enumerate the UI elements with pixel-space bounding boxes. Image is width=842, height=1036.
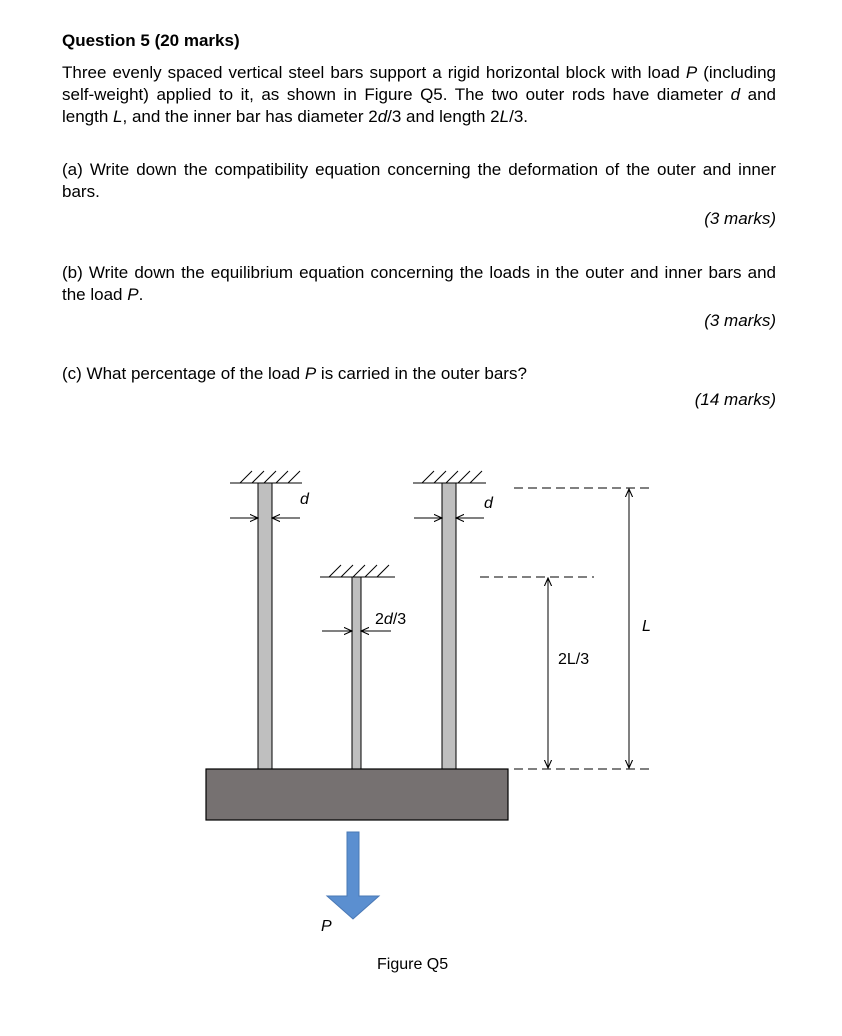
outer-bar-left xyxy=(258,483,272,769)
rigid-block xyxy=(206,769,508,820)
inner-bar xyxy=(352,577,361,769)
middle-fixed-support xyxy=(320,565,395,577)
outer-bar-right xyxy=(442,483,456,769)
part-a-text: (a) Write down the compatibility equation concerning the deformation of the outer and inner bars. xyxy=(62,160,776,201)
length-extension-lines xyxy=(480,488,650,769)
part-c-marks: (14 marks) xyxy=(694,390,776,409)
outer-length-label: L xyxy=(642,618,651,635)
right-fixed-support xyxy=(413,471,486,483)
right-diameter-label: d xyxy=(484,495,493,512)
figure-caption: Figure Q5 xyxy=(377,956,449,973)
inner-length-label: 2L/3 xyxy=(558,651,590,668)
question-title: Question 5 (20 marks) xyxy=(62,31,240,50)
left-fixed-support xyxy=(230,471,302,483)
question-intro: Three evenly spaced vertical steel bars support a rigid horizontal block with load P (including self-weight) applied to it, as shown in Figure Q5. The two outer rods have diameter d and length L, and the inner bar has diameter 2d/3 and length 2L/3. xyxy=(62,63,776,126)
part-c-text: (c) What percentage of the load P is carried in the outer bars? xyxy=(62,364,527,383)
left-diameter-label: d xyxy=(300,491,309,508)
inner-diameter-label: 2d/3 xyxy=(375,611,407,628)
part-b-marks: (3 marks) xyxy=(704,311,776,330)
load-arrow xyxy=(327,832,379,919)
part-a-marks: (3 marks) xyxy=(704,209,776,228)
part-b-text: (b) Write down the equilibrium equation concerning the loads in the outer and inner bars and the load P. xyxy=(62,263,776,304)
load-label: P xyxy=(321,918,332,935)
